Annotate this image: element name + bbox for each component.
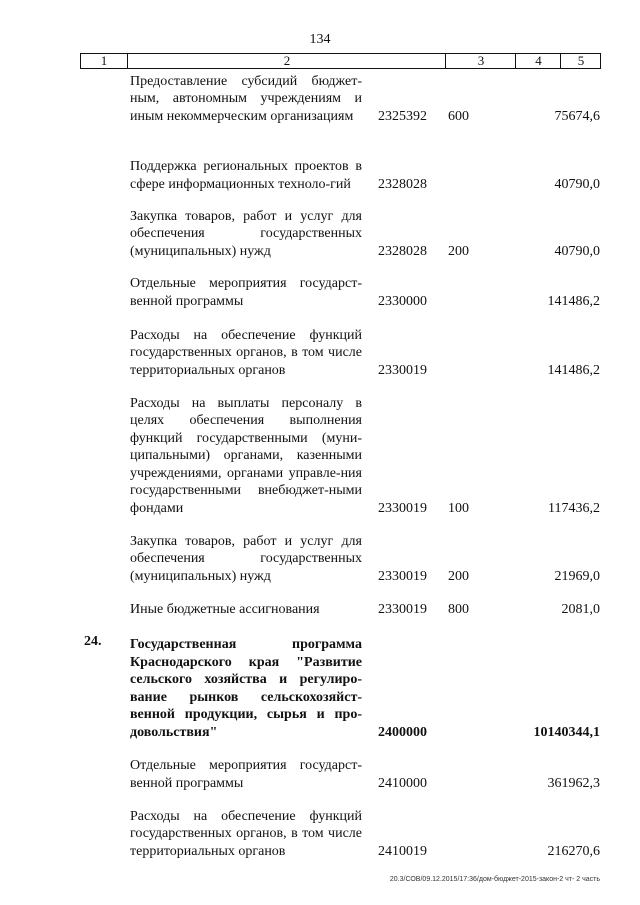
row-description: Поддержка региональных проектов в сфере информационных техноло-гий [130, 159, 362, 192]
row-code: 2410019 [378, 843, 427, 859]
row-amount: 216270,6 [547, 843, 600, 859]
row-description: Иные бюджетные ассигнования [130, 601, 320, 617]
table-row [0, 326, 640, 379]
row-description: Отдельные мероприятия государст-венной программы [130, 758, 362, 791]
row-code: 2330019 [378, 500, 427, 516]
row-expense-type: 200 [448, 568, 469, 584]
row-code: 2328028 [378, 243, 427, 259]
row-amount: 141486,2 [547, 293, 600, 309]
row-code: 2400000 [378, 724, 427, 740]
table-row [0, 275, 640, 310]
row-description: Отдельные мероприятия государст-венной программы [130, 276, 362, 309]
table-row [0, 600, 640, 618]
footer-file-reference: 20.3/СОВ/09.12.2015/17:36/дом-бюджет-2015-закон-2 чт- 2 часть [389, 876, 600, 883]
row-expense-type: 200 [448, 243, 469, 259]
row-expense-type: 600 [448, 108, 469, 124]
table-header [80, 53, 601, 69]
table-row [0, 207, 640, 260]
row-expense-type: 100 [448, 500, 469, 516]
header-col-3: 3 [445, 54, 516, 68]
row-amount: 21969,0 [554, 568, 600, 584]
row-code: 2328028 [378, 176, 427, 192]
row-amount: 75674,6 [554, 108, 600, 124]
row-amount: 2081,0 [561, 601, 600, 617]
table-row [0, 140, 640, 193]
row-description: Расходы на выплаты персоналу в целях обеспечения выполнения функций государственными (муни-ципальными) органами, казенными учреждениями, органами управле-ния государственными внебюджет-ными фондами [130, 395, 362, 516]
row-expense-type: 800 [448, 601, 469, 617]
page-number: 134 [309, 32, 331, 47]
row-description: Предоставление субсидий бюджет-ным, автономным учреждениям и иным некоммерческим организациям [130, 73, 362, 124]
row-description: Расходы на обеспечение функций государственных органов, в том числе территориальных органов [130, 808, 362, 859]
row-amount: 10140344,1 [533, 724, 600, 740]
row-number: 24. [84, 634, 102, 649]
header-col-1: 1 [100, 53, 108, 68]
row-amount: 117436,2 [548, 500, 600, 516]
header-col-4: 4 [515, 54, 561, 68]
row-code: 2410000 [378, 775, 427, 791]
table-row [0, 393, 640, 517]
table-row [0, 532, 640, 585]
header-col-2: 2 [127, 54, 446, 68]
row-code: 2330019 [378, 601, 427, 617]
row-description: Расходы на обеспечение функций государственных органов, в том числе территориальных органов [130, 327, 362, 378]
table-row [0, 807, 640, 860]
row-amount: 361962,3 [547, 775, 600, 791]
row-amount: 40790,0 [554, 176, 600, 192]
row-code: 2325392 [378, 108, 427, 124]
row-code: 2330000 [378, 293, 427, 309]
row-description: Государственная программа Краснодарского края "Развитие сельского хозяйства и регулиро-вание рынков сельскохозяйст-венной продукции, сырья и про-довольствия" [130, 637, 362, 740]
row-code: 2330019 [378, 568, 427, 584]
row-amount: 40790,0 [554, 243, 600, 259]
row-description: Закупка товаров, работ и услуг для обеспечения государственных (муниципальных) нужд [130, 208, 362, 259]
table-row [0, 72, 640, 125]
row-description: Закупка товаров, работ и услуг для обеспечения государственных (муниципальных) нужд [130, 533, 362, 584]
header-col-5: 5 [560, 54, 601, 68]
row-amount: 141486,2 [547, 362, 600, 378]
row-code: 2330019 [378, 362, 427, 378]
table-row [0, 757, 640, 792]
table-row-program [0, 633, 640, 741]
